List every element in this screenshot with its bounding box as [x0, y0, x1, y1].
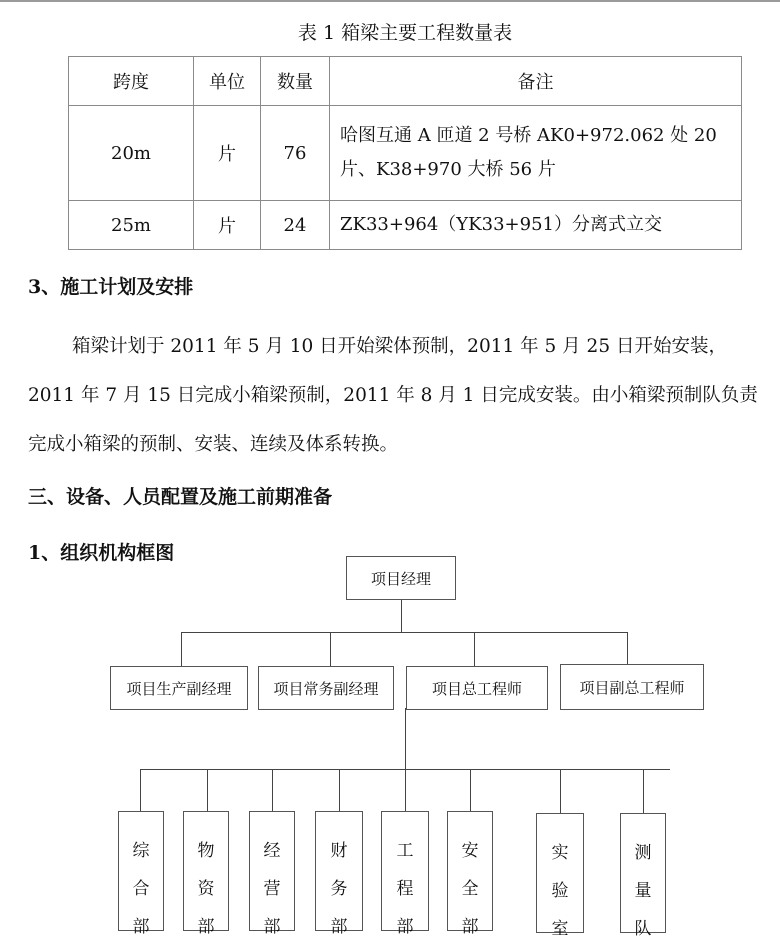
- dept-char: 部: [263, 917, 281, 937]
- cell-remarks: [330, 106, 742, 201]
- connector-line: [207, 769, 208, 811]
- dept-char: 部: [330, 917, 348, 937]
- dept-char: 全: [461, 879, 479, 899]
- org-node-department: [620, 813, 666, 939]
- dept-char: 部: [461, 917, 479, 937]
- paragraph-text: 箱梁计划于 2011 年 5 月 10 日开始梁体预制，2011 年 5 月 25 日开始安装，2011 年 7 月 15 日完成小箱梁预制，2011 年 8 月 1 日完成安装。由小箱梁预制队负责完成小箱梁的预制、安装、连续及体系转换。: [28, 336, 758, 455]
- connector-line: [405, 769, 406, 811]
- table-row: [69, 106, 742, 201]
- org-node-department: [249, 811, 295, 937]
- cell-quantity: 76: [261, 106, 330, 201]
- chapter-heading: 三、设备、人员配置及施工前期准备: [28, 486, 333, 508]
- connector-line: [401, 600, 402, 632]
- dept-char: 实: [551, 843, 569, 863]
- page-top-border: [0, 0, 780, 2]
- table-header-row: [69, 57, 742, 106]
- dept-char: 部: [396, 917, 414, 937]
- dept-char: 量: [634, 881, 652, 901]
- dept-char: 测: [634, 843, 652, 863]
- org-node-department: [183, 811, 229, 937]
- connector-line: [470, 769, 471, 811]
- dept-char: 财: [330, 841, 348, 861]
- cell-span: 25m: [69, 201, 194, 250]
- org-node-project-manager: 项目经理: [346, 556, 456, 600]
- quantity-table: [68, 56, 742, 250]
- org-node-department: [536, 813, 584, 939]
- dept-char: 部: [132, 917, 150, 937]
- dept-char: 物: [197, 841, 215, 861]
- header-unit: 单位: [194, 57, 261, 106]
- cell-span: 20m: [69, 106, 194, 201]
- dept-char: 室: [551, 919, 569, 939]
- schedule-paragraph: [28, 322, 768, 469]
- dept-char: 资: [197, 879, 215, 899]
- connector-line: [474, 632, 475, 666]
- header-quantity: 数量: [261, 57, 330, 106]
- header-remarks: 备注: [330, 57, 742, 106]
- cell-unit: 片: [194, 201, 261, 250]
- connector-line: [560, 769, 561, 813]
- connector-line: [330, 632, 331, 666]
- dept-char: 综: [132, 841, 150, 861]
- cell-remarks: ZK33+964（YK33+951）分离式立交: [330, 201, 742, 250]
- org-node-department: [118, 811, 164, 937]
- org-node-department: [315, 811, 363, 937]
- connector-line: [339, 769, 340, 811]
- org-node-manager: 项目常务副经理: [258, 666, 394, 710]
- dept-char: 工: [396, 841, 414, 861]
- remarks-line: 片、K38+970 大桥 56 片: [340, 159, 556, 180]
- connector-line: [643, 769, 644, 813]
- header-span: 跨度: [69, 57, 194, 106]
- connector-line: [627, 632, 628, 664]
- dept-char: 合: [132, 879, 150, 899]
- connector-line: [272, 769, 273, 811]
- dept-char: 队: [634, 919, 652, 939]
- dept-char: 程: [396, 879, 414, 899]
- org-node-manager: 项目生产副经理: [110, 666, 248, 710]
- remarks-line: 哈图互通 A 匝道 2 号桥 AK0+972.062 处 20: [340, 125, 717, 146]
- org-node-department: [381, 811, 429, 937]
- org-node-department: [447, 811, 493, 937]
- table-row: [69, 201, 742, 250]
- connector-line: [405, 708, 406, 770]
- dept-char: 部: [197, 917, 215, 937]
- dept-char: 验: [551, 881, 569, 901]
- dept-char: 经: [263, 841, 281, 861]
- connector-line: [181, 632, 627, 633]
- section-heading: 3、施工计划及安排: [28, 276, 194, 298]
- dept-char: 安: [461, 841, 479, 861]
- cell-quantity: 24: [261, 201, 330, 250]
- table-caption: 表 1 箱梁主要工程数量表: [297, 22, 513, 44]
- dept-char: 营: [263, 879, 281, 899]
- dept-char: 务: [330, 879, 348, 899]
- org-node-manager: 项目总工程师: [406, 666, 548, 710]
- connector-line: [140, 769, 141, 811]
- connector-line: [181, 632, 182, 666]
- org-node-manager: 项目副总工程师: [560, 664, 704, 710]
- cell-unit: 片: [194, 106, 261, 201]
- org-chart-heading: 1、组织机构框图: [28, 542, 175, 564]
